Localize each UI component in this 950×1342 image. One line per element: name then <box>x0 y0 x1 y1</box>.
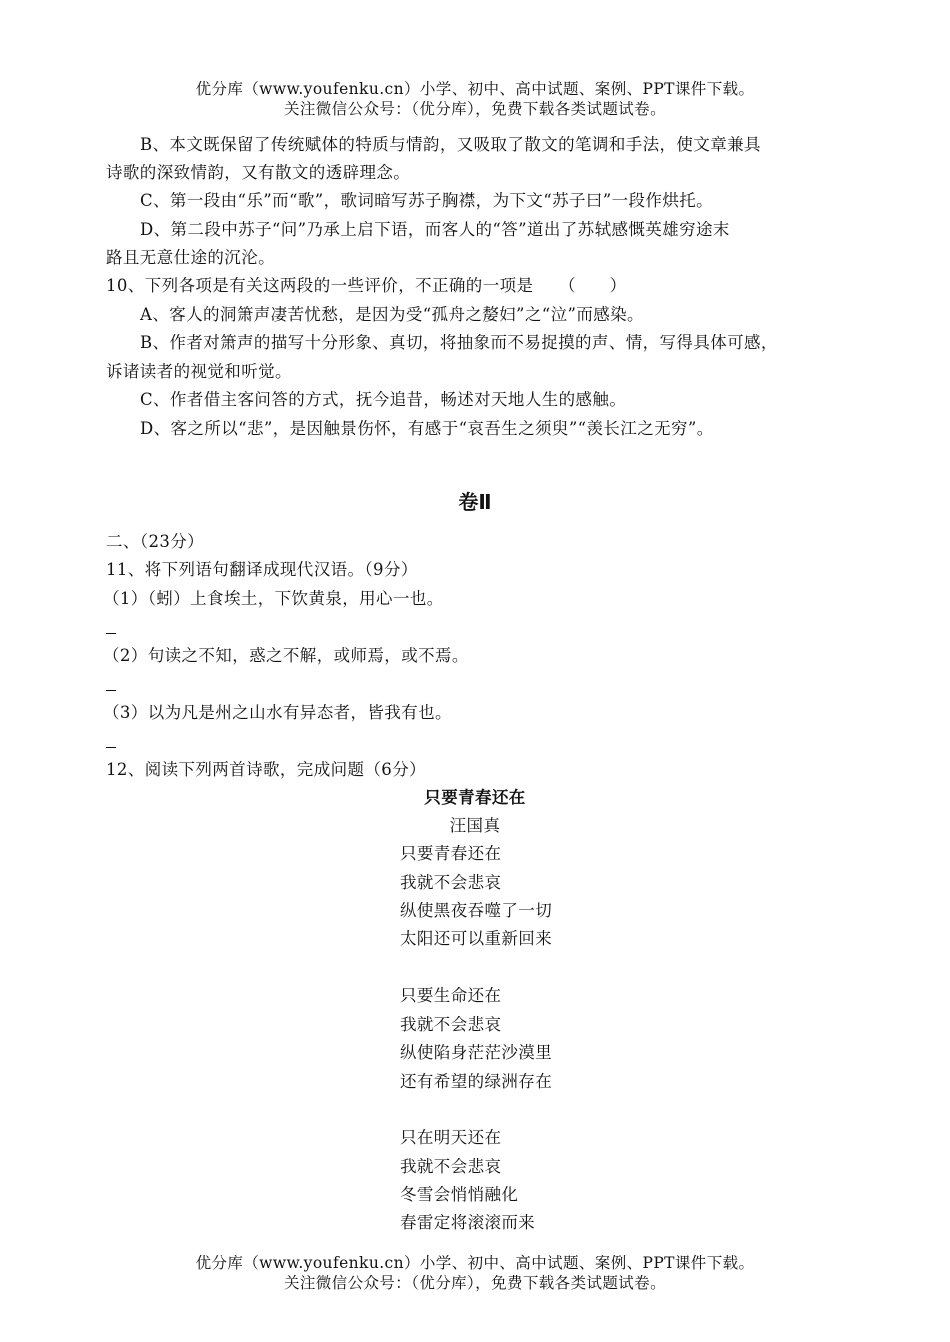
poem-line: 冬雪会悄悄融化 <box>400 1185 519 1204</box>
q11-sentence-2: （2）句读之不知，惑之不解，或师焉，或不焉。 <box>103 646 469 665</box>
q10-option-b-line-1: B、作者对箫声的描写十分形象、真切，将抽象而不易捉摸的声、情，写得具体可感， <box>140 333 778 352</box>
poem-line: 我就不会悲哀 <box>400 1015 502 1034</box>
section-title: 卷Ⅱ <box>458 490 492 514</box>
q9-option-d-line-1: D、第二段中苏子“问”乃承上启下语，而客人的“答”道出了苏轼感慨英雄穷途末 <box>140 220 730 239</box>
q9-option-b-line-1: B、本文既保留了传统赋体的特质与情韵，又吸取了散文的笔调和手法，使文章兼具 <box>140 135 761 154</box>
poem-line: 我就不会悲哀 <box>400 1157 502 1176</box>
q11-answer-blank-1[interactable] <box>106 633 116 634</box>
q10-option-b-line-2: 诉诸读者的视觉和听觉。 <box>106 362 292 381</box>
header-line-1: 优分库（www.youfenku.cn）小学、初中、高中试题、案例、PPT课件下载。 <box>195 80 755 98</box>
q12-stem: 12、阅读下列两首诗歌，完成问题（6分） <box>106 760 426 779</box>
q11-sentence-1: （1）（蚓）上食埃土，下饮黄泉，用心一也。 <box>103 589 444 608</box>
q9-option-b-line-2: 诗歌的深致情韵，又有散文的透辟理念。 <box>106 163 411 182</box>
poem-line: 纵使黑夜吞噬了一切 <box>400 901 553 920</box>
poem-line: 只要生命还在 <box>400 986 502 1005</box>
poem-line: 还有希望的绿洲存在 <box>400 1072 553 1091</box>
q11-sentence-3: （3）以为凡是州之山水有异态者，皆我有也。 <box>103 703 452 722</box>
q11-answer-blank-3[interactable] <box>106 747 116 748</box>
poem-line: 只在明天还在 <box>400 1128 502 1147</box>
q10-stem: 10、下列各项是有关这两段的一些评价，不正确的一项是 （ ） <box>106 276 627 295</box>
q10-option-a: A、客人的洞箫声凄苦忧愁，是因为受“孤舟之嫠妇”之“泣”而感染。 <box>140 305 644 324</box>
poem-line: 只要青春还在 <box>400 844 502 863</box>
poem-line: 太阳还可以重新回来 <box>400 929 553 948</box>
poem-line: 我就不会悲哀 <box>400 873 502 892</box>
q10-option-d: D、客之所以“悲”，是因触景伤怀，有感于“哀吾生之须臾”“羡长江之无穷”。 <box>140 419 714 438</box>
poem-line: 纵使陷身茫茫沙漠里 <box>400 1043 553 1062</box>
poem-author: 汪国真 <box>449 816 501 835</box>
q9-option-c: C、第一段由“乐”而“歌”，歌词暗写苏子胸襟，为下文“苏子曰”一段作烘托。 <box>140 191 714 210</box>
footer-line-2: 关注微信公众号：（优分库），免费下载各类试题试卷。 <box>283 1274 666 1292</box>
poem-title: 只要青春还在 <box>424 788 526 807</box>
part-two-heading: 二、（23分） <box>106 532 205 551</box>
poem-line: 春雷定将滚滚而来 <box>400 1213 536 1232</box>
footer-line-1: 优分库（www.youfenku.cn）小学、初中、高中试题、案例、PPT课件下载。 <box>195 1254 755 1272</box>
header-line-2: 关注微信公众号：（优分库），免费下载各类试题试卷。 <box>283 100 666 118</box>
q10-option-c: C、作者借主客问答的方式，抚今追昔，畅述对天地人生的感触。 <box>140 390 627 409</box>
q11-answer-blank-2[interactable] <box>106 690 116 691</box>
q9-option-d-line-2: 路且无意仕途的沉沦。 <box>106 248 275 267</box>
q11-stem: 11、将下列语句翻译成现代汉语。（9分） <box>106 560 418 579</box>
